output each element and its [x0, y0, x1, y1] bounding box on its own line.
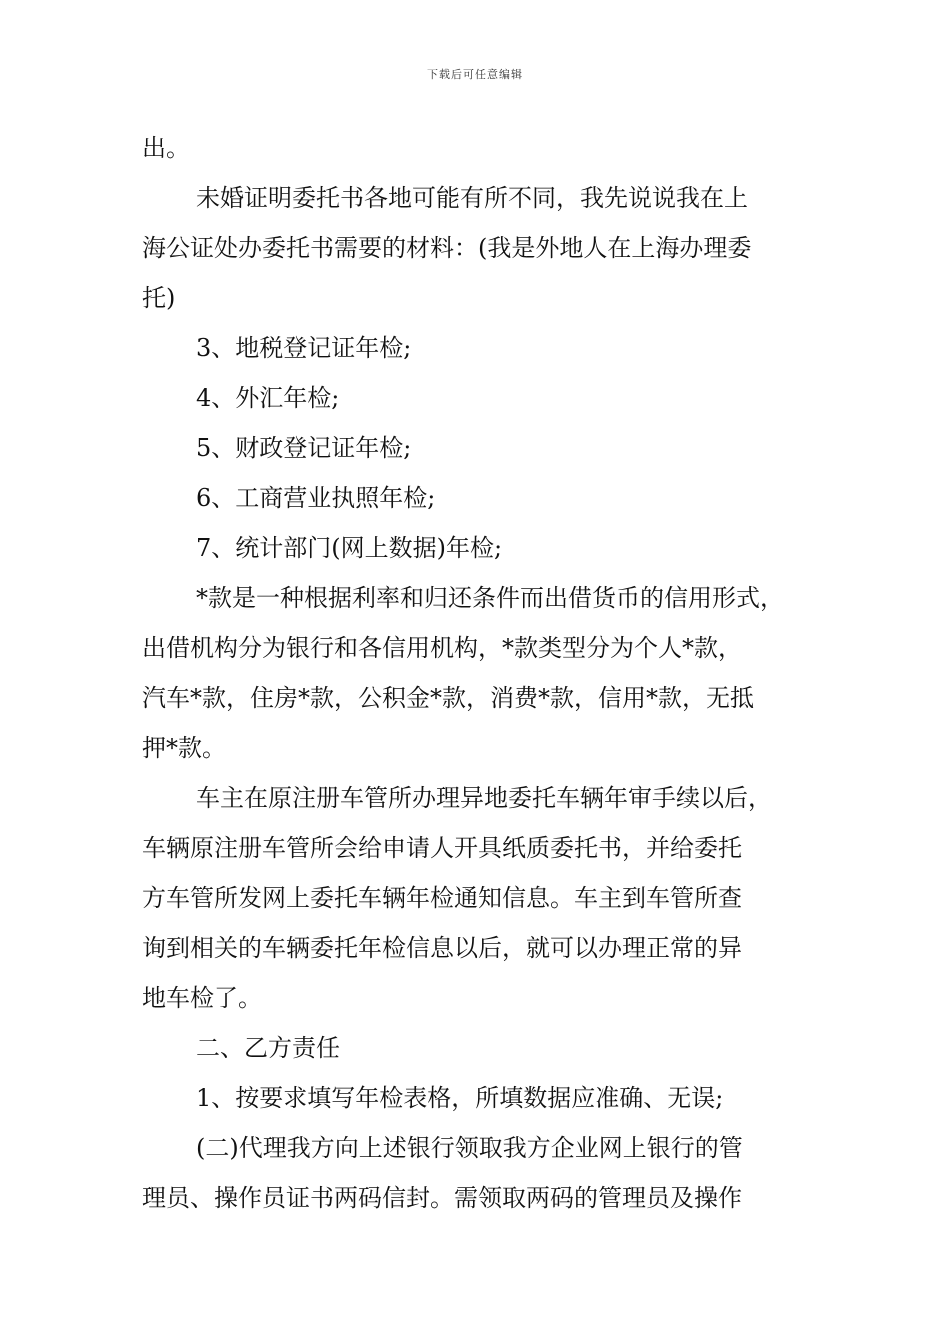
text-line: (二)代理我方向上述银行领取我方企业网上银行的管	[196, 1134, 743, 1162]
text-line: 4、外汇年检;	[196, 384, 340, 412]
text-line: 方车管所发网上委托车辆年检通知信息。车主到车管所查	[142, 884, 742, 912]
text-line: 5、财政登记证年检;	[196, 434, 412, 462]
text-line: 汽车*款，住房*款，公积金*款，消费*款，信用*款，无抵	[142, 684, 754, 712]
text-line: 海公证处办委托书需要的材料：(我是外地人在上海办理委	[142, 234, 752, 262]
text-line: 车辆原注册车管所会给申请人开具纸质委托书，并给委托	[142, 834, 742, 862]
text-line: 出。	[142, 134, 190, 162]
text-line: 二、乙方责任	[196, 1034, 340, 1062]
text-line: 地车检了。	[142, 984, 262, 1012]
text-line: 未婚证明委托书各地可能有所不同，我先说说我在上	[196, 184, 748, 212]
text-line: *款是一种根据利率和归还条件而出借货币的信用形式，	[196, 584, 784, 612]
text-line: 3、地税登记证年检;	[196, 334, 412, 362]
text-line: 车主在原注册车管所办理异地委托车辆年审手续以后，	[196, 784, 772, 812]
text-line: 1、按要求填写年检表格，所填数据应准确、无误;	[196, 1084, 724, 1112]
text-line: 托)	[142, 284, 176, 312]
text-line: 6、工商营业执照年检;	[196, 484, 436, 512]
text-line: 询到相关的车辆委托年检信息以后，就可以办理正常的异	[142, 934, 742, 962]
page-header: 下载后可任意编辑	[427, 68, 523, 81]
text-line: 7、统计部门(网上数据)年检;	[196, 534, 503, 562]
text-line: 押*款。	[142, 734, 226, 762]
text-line: 出借机构分为银行和各信用机构，*款类型分为个人*款，	[142, 634, 742, 662]
text-line: 理员、操作员证书两码信封。需领取两码的管理员及操作	[142, 1184, 742, 1212]
